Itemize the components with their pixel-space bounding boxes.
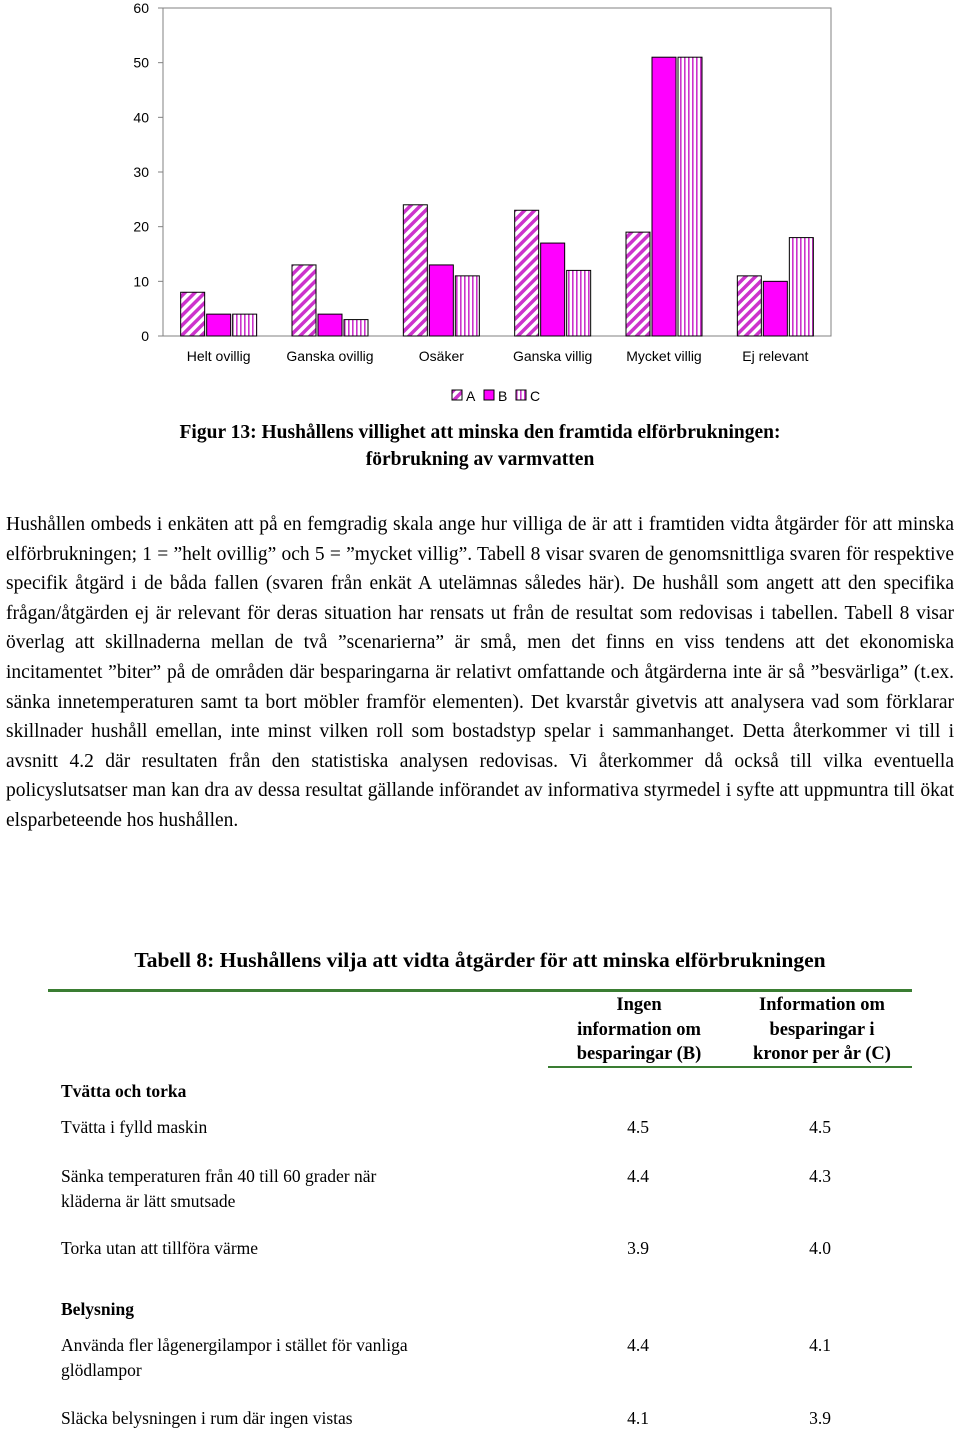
bar-B-3	[541, 243, 565, 336]
x-tick-label: Ej relevant	[742, 348, 809, 364]
bar-C-1	[344, 320, 368, 336]
table-row-label: Släcka belysningen i rum där ingen vistas	[61, 1408, 353, 1428]
table-cell-c: 4.1	[809, 1335, 831, 1355]
bar-B-0	[207, 314, 231, 336]
x-tick-label: Mycket villig	[626, 348, 702, 364]
table-row-label: Sänka temperaturen från 40 till 60 grader när kläderna är lätt smutsade	[61, 1166, 377, 1211]
legend-label-B: B	[498, 388, 508, 404]
legend-swatch-B	[484, 390, 494, 400]
x-tick-label: Ganska villig	[512, 348, 593, 364]
table-row-label: Tvätta i fylld maskin	[61, 1117, 208, 1137]
bar-A-0	[181, 292, 205, 336]
bar-B-1	[318, 314, 342, 336]
table-cell-b: 4.4	[627, 1335, 649, 1355]
bar-chart	[0, 0, 960, 420]
bar-C-2	[455, 276, 479, 336]
legend-swatch-C	[516, 390, 526, 400]
bars	[181, 57, 814, 336]
y-tick-label: 60	[133, 0, 149, 16]
y-tick-label: 10	[133, 273, 149, 290]
table-section-heading: Tvätta och torka	[61, 1081, 187, 1101]
table-cell-b: 3.9	[627, 1238, 649, 1258]
bar-A-1	[292, 265, 316, 336]
x-axis	[187, 348, 809, 364]
table-column-header-c: Information om besparingar i kronor per år (C)	[753, 995, 891, 1064]
legend-label-C: C	[530, 388, 541, 404]
table-cell-c: 4.3	[809, 1166, 831, 1186]
table-cell-c: 4.0	[809, 1238, 831, 1258]
table-section-heading: Belysning	[61, 1299, 134, 1319]
table-column-header-b: Ingen information om besparingar (B)	[576, 995, 702, 1064]
y-tick-label: 0	[141, 328, 149, 344]
bar-A-4	[626, 232, 650, 336]
x-tick-label: Ganska ovillig	[286, 348, 374, 364]
table-top-rule	[48, 989, 912, 992]
bar-B-4	[652, 57, 676, 336]
y-tick-label: 20	[133, 218, 149, 235]
table-cell-c: 3.9	[809, 1408, 831, 1428]
table-cell-b: 4.4	[627, 1166, 649, 1186]
bar-B-2	[429, 265, 453, 336]
bar-A-3	[515, 210, 539, 336]
table-title: Tabell 8: Hushållens vilja att vidta åtgärder för att minska elförbrukningen	[134, 948, 826, 972]
plot-frame	[163, 8, 831, 336]
plot-area-border	[163, 8, 831, 336]
x-tick-label: Osäker	[418, 348, 464, 364]
y-tick-label: 50	[133, 54, 149, 71]
bar-C-3	[567, 270, 591, 336]
table-row-label: Använda fler lågenergilampor i stället för vanliga glödlampor	[61, 1335, 408, 1380]
figure-caption-line-2: förbrukning av varmvatten	[365, 449, 595, 470]
body-paragraph: Hushållen ombeds i enkäten att på en femgradig skala ange hur villiga de är att i framtiden vidta åtgärder för att minska elförbrukningen; 1 = ”helt ovillig” och 5 = ”mycket villig”. Tabell 8 visar svaren de genomsnittliga svaren för respektive specifik åtgärd i de båda fallen (svaren från enkät A utelämnas således här). De hushåll som angett att den specifika frågan/åtgärden ej är relevant för deras situation har rensats ut från de resultat som redovisas i tabellen. Tabell 8 visar överlag att skillnaderna mellan de två ”scenarierna” är små, men det finns en viss tendens att det ekonomiska incitamentet ”biter” på de områden där besparingarna är relativt omfattande och åtgärderna inte är så ”besvärliga” (t.ex. sänka innetemperaturen samt ta bort möbler framför elementen). Det kvarstår givetvis att analysera vad som förklarar skillnader hushåll emellan, inte minst vilken roll som bostadstyp spelar i sammanhanget. Detta återkommer vi till i avsnitt 4.2 där resultaten från den statistiska analysen redovisas. Vi återkommer då också till vilka eventuella policyslutsatser man kan dra av dessa resultat gällande införandet av informativa styrmedel i syfte att uppmuntra till ökat elsparbeteende hos hushållen.	[6, 514, 954, 831]
legend-swatch-A	[452, 390, 462, 400]
y-axis	[133, 0, 163, 344]
x-tick-label: Helt ovillig	[186, 348, 251, 364]
bar-C-5	[789, 238, 813, 336]
table-cell-b: 4.1	[627, 1408, 649, 1428]
bar-C-4	[678, 57, 702, 336]
bar-B-5	[763, 281, 787, 336]
table-cell-c: 4.5	[809, 1117, 831, 1137]
legend	[452, 388, 540, 404]
y-tick-label: 30	[133, 164, 149, 180]
bar-A-2	[403, 205, 427, 336]
table-header-rule	[548, 1066, 912, 1068]
figure-caption-line-1: Figur 13: Hushållens villighet att minska den framtida elförbrukningen:	[179, 422, 781, 443]
table-cell-b: 4.5	[627, 1117, 649, 1137]
bar-A-5	[737, 276, 761, 336]
y-tick-label: 40	[133, 109, 149, 126]
bar-C-0	[233, 314, 257, 336]
legend-label-A: A	[466, 388, 476, 404]
table-row-label: Torka utan att tillföra värme	[61, 1238, 259, 1258]
